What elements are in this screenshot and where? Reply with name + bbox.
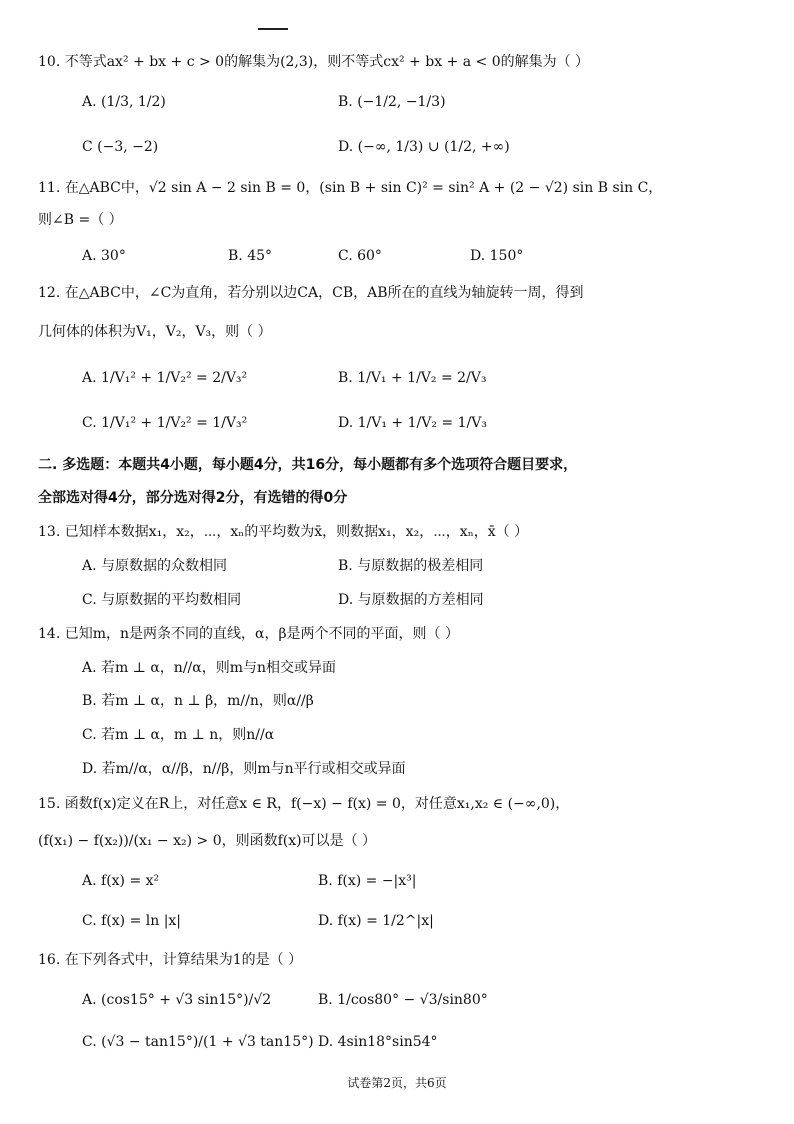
q13-option-d: D. 与原数据的方差相同: [338, 592, 484, 608]
q15-option-c: C. f(x) = ln |x|: [82, 913, 182, 929]
q11-stem: 11. 在△ABC中，√2 sin A − 2 sin B = 0，(sin B + sin C)² = sin² A + (2 − √2) sin B sin C，: [38, 180, 663, 196]
q13-stem: 13. 已知样本数据x₁，x₂，⋯，xₙ的平均数为x̄，则数据x₁，x₂，⋯，xₙ，x̄（ ）: [38, 524, 529, 540]
q15-option-a: A. f(x) = x²: [82, 873, 160, 889]
q10-stem: 10. 不等式ax² + bx + c > 0的解集为(2,3)，则不等式cx² + bx + a < 0的解集为（ ）: [38, 54, 590, 70]
q16-option-c: C. (√3 − tan15°)/(1 + √3 tan15°): [82, 1034, 314, 1050]
q16-option-b: B. 1/cos80° − √3/sin80°: [318, 992, 488, 1008]
q16-option-d: D. 4sin18°sin54°: [318, 1034, 438, 1050]
q10-option-d: D. (−∞, 1/3) ∪ (1/2, +∞): [338, 139, 510, 155]
q10-option-a: A. (1/3, 1/2): [82, 94, 166, 110]
header-rule: [258, 28, 288, 30]
section-2-instructions: 全部选对得4分，部分选对得2分，有选错的得0分: [38, 490, 348, 506]
q10-option-c: C (−3, −2): [82, 139, 159, 155]
q13-option-c: C. 与原数据的平均数相同: [82, 592, 242, 608]
section-2-heading: 二. 多选题：本题共4小题，每小题4分，共16分，每小题都有多个选项符合题目要求，: [38, 457, 578, 473]
q15-stem-2: (f(x₁) − f(x₂))/(x₁ − x₂) > 0，则函数f(x)可以是（ ）: [38, 833, 377, 849]
q12-option-c: C. 1/V₁² + 1/V₂² = 1/V₃²: [82, 415, 248, 431]
q11-stem-2: 则∠B =（ ）: [38, 212, 123, 228]
q13-option-a: A. 与原数据的众数相同: [82, 558, 228, 574]
page-footer: 试卷第2页，共6页: [347, 1076, 447, 1090]
q12-option-b: B. 1/V₁ + 1/V₂ = 2/V₃: [338, 370, 487, 386]
q11-option-b: B. 45°: [228, 248, 273, 264]
q15-stem: 15. 函数f(x)定义在R上，对任意x ∈ R，f(−x) − f(x) = 0，对任意x₁,x₂ ∈ (−∞,0)，: [38, 796, 570, 812]
q14-option-b: B. 若m ⊥ α，n ⊥ β，m//n，则α//β: [82, 693, 314, 709]
q15-option-b: B. f(x) = −|x³|: [318, 873, 417, 889]
q12-stem: 12. 在△ABC中，∠C为直角，若分别以边CA，CB，AB所在的直线为轴旋转一周，得到: [38, 285, 584, 301]
q14-stem: 14. 已知m，n是两条不同的直线，α，β是两个不同的平面，则（ ）: [38, 626, 460, 642]
q14-option-c: C. 若m ⊥ α，m ⊥ n，则n//α: [82, 727, 275, 743]
q15-option-d: D. f(x) = 1/2^|x|: [318, 913, 434, 929]
q12-stem-2: 几何体的体积为V₁，V₂，V₃，则（ ）: [38, 324, 272, 340]
q14-option-d: D. 若m//α，α//β，n//β，则m与n平行或相交或异面: [82, 761, 406, 777]
q16-stem: 16. 在下列各式中，计算结果为1的是（ ）: [38, 952, 303, 968]
q12-option-d: D. 1/V₁ + 1/V₂ = 1/V₃: [338, 415, 487, 431]
q14-option-a: A. 若m ⊥ α，n//α，则m与n相交或异面: [82, 660, 337, 676]
q12-option-a: A. 1/V₁² + 1/V₂² = 2/V₃²: [82, 370, 248, 386]
q11-option-c: C. 60°: [338, 248, 382, 264]
q13-option-b: B. 与原数据的极差相同: [338, 558, 484, 574]
q10-option-b: B. (−1/2, −1/3): [338, 94, 446, 110]
q16-option-a: A. (cos15° + √3 sin15°)/√2: [82, 992, 272, 1008]
q11-option-a: A. 30°: [82, 248, 126, 264]
q11-option-d: D. 150°: [470, 248, 524, 264]
